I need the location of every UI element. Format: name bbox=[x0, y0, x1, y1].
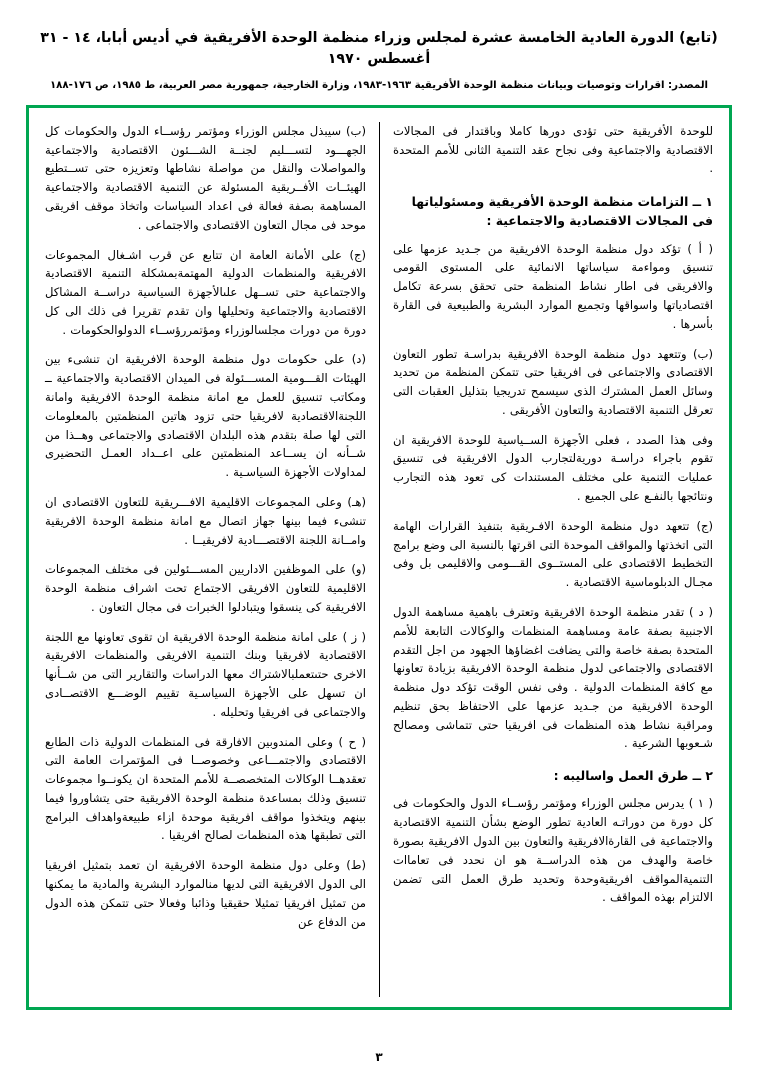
paragraph: ( أ ) تؤكد دول منظمة الوحدة الافريقية من جـديد عزمها على تنسيق ومواءمة سياساتها الانمائية على المستوى القومى والافريقى فى اطار نشاط المنظمة حتى تحقق بسرعة تكامل اقتصادياتها واسواقها وتجميع الموارد البشرية والطبيعية فى القارة بأسرها . bbox=[393, 241, 713, 331]
paragraph: (د) على حكومات دول منظمة الوحدة الافريقية ان تنشىء بين الهيئات القـــومية المســـئولة فى الميدان الاقتصادية والاجتماعية ــ ومكاتب تنسيق للعمل مع امانة منظمة الوحدة الافريقية وامانة اللجنةالاقتصادية لافريقيا حتى تزود هاتين المنظمتين بالمعلومات التى لها صلة بتقدم هذه البلدان الاقتصادى والاجتماعى وهــذا من شــأنه ان يســاعد المنظمتين على اعــداد العمـل التحضيرى لمداولات الأجهزة السياسـية . bbox=[45, 352, 366, 480]
left-column bbox=[45, 122, 379, 997]
page-number: ٣ bbox=[375, 1050, 383, 1064]
two-column-layout bbox=[45, 122, 713, 997]
paragraph: (ج) على الأمانة العامة ان تتابع عن قرب اشـغال المجموعات الافريقية والمنظمات الدولية المهتمةبمشكلة التنمية الاقتصادية والاجتماعية حتى تســهل علىالأجهزة السياسية دراســة المشاكل الاقتصادية والاجتماعية وتحليلها وان تقدم تقريرا فى ذلك الى كل دورة من دورات مجلسالوزراء ومؤتمررؤســاء الدولوالحكومات . bbox=[45, 247, 366, 337]
paragraph: ( ز ) على امانة منظمة الوحدة الافريقية ان تقوى تعاونها مع اللجنة الاقتصادية لافريقيا وبنك التنمية الافريقى والمنظمات الافريقية الاخرى حتىتعملبالاشتراك معها الدراسات والتقارير التى من شــأنها ان تسهل على الأجهزة السياسـية تقييم الوضـــع الاقتصــادى والاجتماعى فى افريقيا وتحليله . bbox=[45, 629, 366, 719]
paragraph: (هـ) وعلى المجموعات الاقليمية الافـــريقية للتعاون الاقتصادى ان تنشىء فيما بينها جهاز اتصال مع امانة منظمة الوحدة الافريقية وامــانة اللجنة الاقتصـــادية لافريقيــا . bbox=[45, 494, 366, 547]
paragraph: للوحدة الأفريقية حتى تؤدى دورها كاملا وباقتدار فى المجالات الاقتصادية والاجتماعية وفى نجاح عقد التنمية الثانى للأمم المتحدة . bbox=[393, 123, 713, 176]
paragraph: (ج) تتعهد دول منظمة الوحدة الافـريقية بتنفيذ القرارات الهامة التى اتخذتها والمواقف الموحدة التى اقرتها بالنسبة الى وضع برامج التخطيط الاقتصادى على المستــوى القـــومى والاقليمى بل وفى مجـال الدبلوماسية الاقتصادية . bbox=[393, 518, 713, 590]
section-heading: ١ ــ التزامات منظمة الوحدة الأفريقية ومسئولياتها فى المجالات الاقتصادية والاجتماعية : bbox=[411, 194, 713, 229]
paragraph: وفى هذا الصدد ، فعلى الأجهزة الســياسية للوحدة الافريقية ان تقوم باجراء دراسـة دوريةلتجارب الدول الافريقية فى تنسيق عمليات التنمية على مختلف المستندات كى تعود هذه التجارب ونتائجها بالنفـع على الجميع . bbox=[393, 432, 713, 504]
paragraph: (و) على الموظفين الاداريين المســـئولين فى مختلف المجموعات الاقليمية للتعاون الافريقى الاجتماع تحت اشراف منظمة الوحدة الافريقية كى ينسقوا ويتبادلوا الخبرات فى مجال التعاون . bbox=[45, 562, 366, 614]
paragraph: ( د ) تقدر منظمة الوحدة الافريقية وتعترف باهمية مساهمة الدول الاجنبية بصفة عامة ومساهمة المنظمات والوكالات التابعة للأمم المتحدة بصفة خاصة والتى يضافت اغضاؤها الجهود من اجل التقدم الاقتصادى والاجتماعى لدول منظمة الوحدة الافريقية بزيادة تعاونها مع كافة المنظمات الدولية . وفى نفس الوقت تؤكد دول منظمة الوحدة الافريقية من جـديد عزمها على الاحتفاظ بحق تنظيم ومراقبة نشاط هذه المنظمات فى افريقيا حتى تتماشى ومصالح شـعوبها الشرعية . bbox=[393, 604, 713, 751]
document-source-line: المصدر: اقرارات وتوصيات وبيانات منظمة الوحدة الأفريقية ١٩٦٣-١٩٨٣، وزارة الخارجية، جمهورية مصر العربية، ط ١٩٨٥، ص ١٧٦-١٨٨ bbox=[49, 79, 709, 91]
right-column bbox=[379, 122, 713, 997]
paragraph: (ط) وعلى دول منظمة الوحدة الافريقية ان تعمد بتمثيل افريقيا الى الدول الافريقية التى لديها منالموارد البشرية والمادية ما يمكنها من تمثيل افريقيا تمثيلا حقيقيا وذائبا وفعالا حتى تتمكن هذه الدول من الدفاع عن bbox=[45, 858, 366, 929]
paragraph: ( ١ ) يدرس مجلس الوزراء ومؤتمر رؤســاء الدول والحكومات فى كل دورة من دوراتـه العادية تطور الوضع بشأن التنمية الاقتصادية والاجتماعية فى القارةالافريقية والتعاون بين الدول الافريقية بصورة خاصة والهدف من هذه الدراســة هو ان نحدد فى تعاماات التنميةالمواقف افريقيةوحدة وتحديد طرق العمل التى تضمن الالتزام بهذه المواقف . bbox=[393, 796, 713, 905]
paragraph: (ب) سيبذل مجلس الوزراء ومؤتمر رؤســاء الدول والحكومات كل الجهـــود لتســـليم لجنــة الشـــئون الاقتصادية والاجتماعية والمواصلات والنقل من مواصلة نشاطها وتعزيزه حتى تســتطيع الهيئــات الأفــريقية المسئولة عن التنمية الاقتصادية والاجتماعية المساهمة بصفة فعالة فى اعداد السياسات واتخاذ موقف افريقى موحد فى مجال التعاون الاقتصادى والاجتماعى . bbox=[45, 123, 366, 232]
page-title: (تابع) الدورة العادية الخامسة عشرة لمجلس وزراء منظمة الوحدة الأفريقية في أديس أبابا، ١٤ - ٣١ أغسطس ١٩٧٠ bbox=[40, 30, 718, 68]
section-heading: ٢ ــ طرق العمل واساليبه : bbox=[553, 768, 713, 784]
paragraph: (ب) وتتعهد دول منظمة الوحدة الافريقية بدراسـة تطور التعاون الاقتصادى والاجتماعى فى افريقيا حتى تتمكن المنظمة من تحديد وسائل العمل المشترك الذى سيسمح تدريجيا بتذليل العقبات التى تعرقل التنمية الاقتصادية والتعاون الأفريقى . bbox=[393, 346, 713, 417]
content-frame bbox=[26, 105, 732, 1010]
paragraph: ( ح ) وعلى المندوبين الافارقة فى المنظمات الدولية ذات الطابع الاقتصادى والاجتمـــاعى وخصوصــا فى المؤتمرات العامة التى تعقدهــا الوكالات المتخصصــة للأمم المتحدة ان يكونــوا مجموعات تنسيق وذلك بمساعدة منظمة الوحدة الافريقية حتى يتشاوروا فيما بينهم ويتخذوا مواقف افريقية موحدة ازاء طبيعةواهداف البرامج التى تطبقها هذه المنظمات لصالح افريقيا . bbox=[45, 734, 366, 843]
